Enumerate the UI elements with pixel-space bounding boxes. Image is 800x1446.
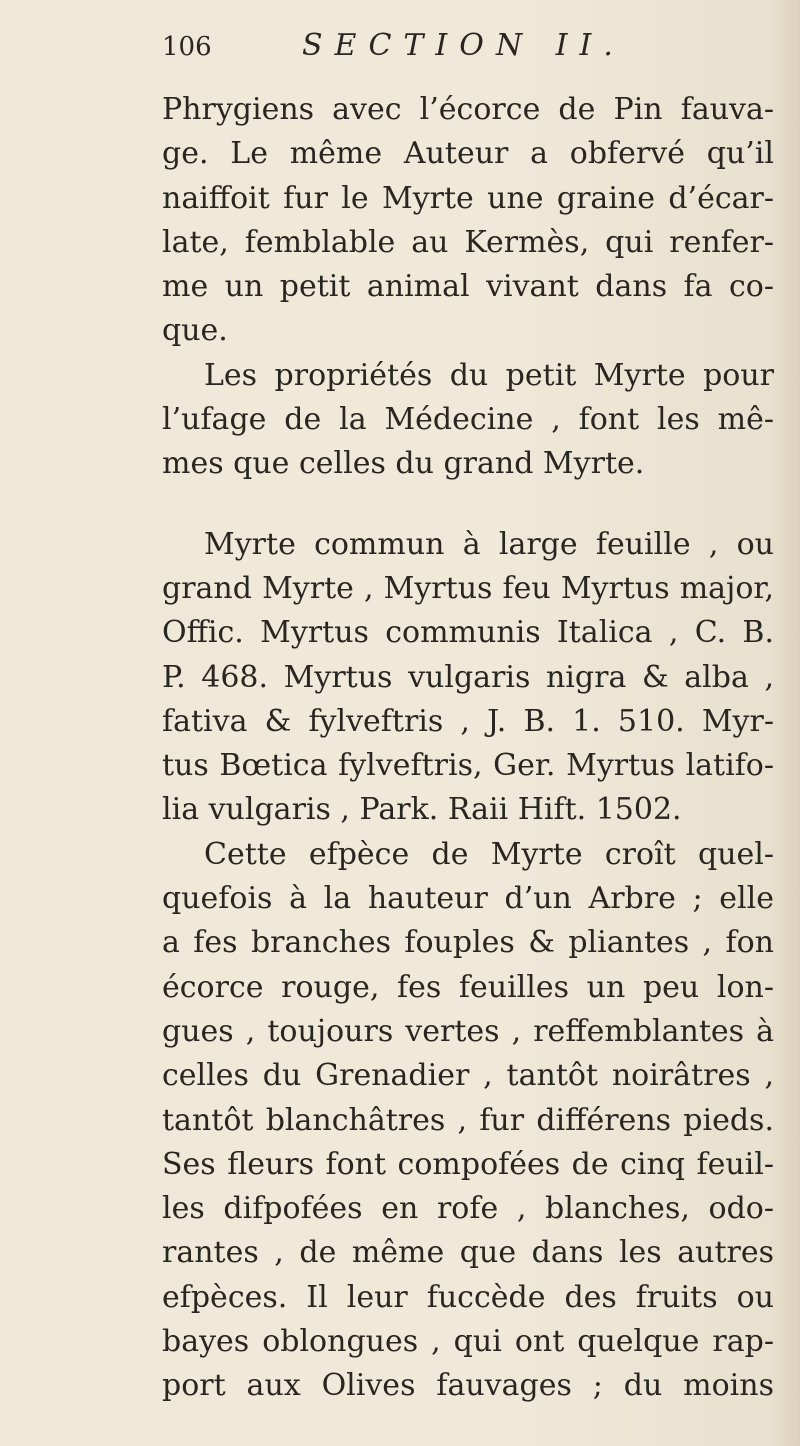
text-line: quefois à la hauteur d’un Arbre ; elle (162, 881, 774, 917)
text-line: Offic. Myrtus communis Italica , C. B. (162, 615, 774, 651)
text-line: a fes branches fouples & pliantes , fon (162, 925, 774, 961)
text-line: bayes oblongues , qui ont quelque rap- (162, 1324, 774, 1360)
paragraph (162, 354, 774, 487)
text-line: rantes , de même que dans les autres (162, 1235, 774, 1271)
text-line: late, femblable au Kermès, qui renfer- (162, 224, 774, 260)
paragraph (162, 523, 774, 833)
text-line: Les propriétés du petit Myrte pour (204, 357, 774, 393)
text-line: lia vulgaris , Park. Raii Hift. 1502. (162, 792, 682, 828)
page-text (162, 28, 774, 1409)
text-line: les difpofées en rofe , blanches, odo- (162, 1191, 774, 1227)
text-line: naiffoit fur le Myrte une graine d’écar- (162, 180, 774, 216)
text-line: Phrygiens avec l’écorce de Pin fauva- (162, 92, 774, 127)
text-line: tantôt blanchâtres , fur différens pieds. (162, 1102, 774, 1138)
text-line: Cette efpèce de Myrte croît quel- (204, 836, 774, 872)
text-line: fativa & fylveftris , J. B. 1. 510. Myr- (162, 703, 774, 739)
text-line: que. (162, 313, 228, 349)
text-line: grand Myrte , Myrtus feu Myrtus major, (162, 570, 774, 606)
text-line: me un petit animal vivant dans fa co- (162, 269, 774, 305)
paragraph (162, 88, 774, 354)
text-line: efpèces. Il leur fuccède des fruits ou (162, 1279, 774, 1315)
text-line: ge. Le même Auteur a obfervé qu’il (162, 136, 774, 172)
paragraph (162, 833, 774, 1409)
running-header (162, 28, 774, 88)
page-number: 106 (162, 32, 212, 62)
text-line: P. 468. Myrtus vulgaris nigra & alba , (162, 659, 774, 695)
text-line: gues , toujours vertes , reffemblantes à (162, 1013, 774, 1049)
text-line: Myrte commun à large feuille , ou (204, 526, 774, 562)
paragraph-gap (162, 487, 774, 523)
section-title: SECTION II. (302, 28, 625, 63)
text-line: port aux Olives fauvages ; du moins (162, 1368, 774, 1404)
text-line: mes que celles du grand Myrte. (162, 446, 645, 482)
text-line: écorce rouge, fes feuilles un peu lon- (162, 969, 774, 1005)
text-line: l’ufage de la Médecine , font les mê- (162, 402, 774, 438)
text-line: Ses fleurs font compofées de cinq feuil- (162, 1146, 774, 1182)
text-line: celles du Grenadier , tantôt noirâtres , (162, 1058, 774, 1094)
text-line: tus Bœtica fylveftris, Ger. Myrtus latifo- (162, 748, 774, 784)
